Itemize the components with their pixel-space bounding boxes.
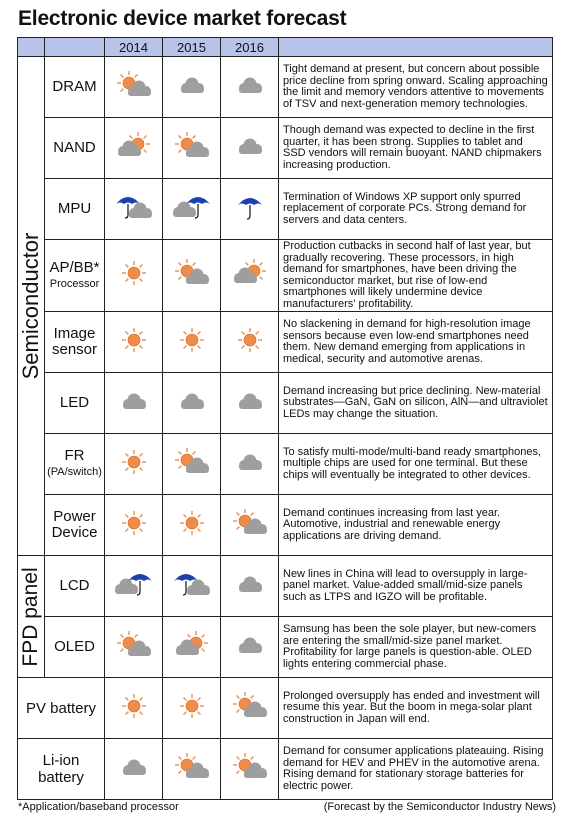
device-name-cell (45, 495, 105, 556)
forecast-row (18, 373, 553, 434)
header-empty (45, 38, 105, 57)
forecast-cell (221, 617, 279, 678)
forecast-cell (105, 57, 163, 118)
forecast-row (18, 118, 553, 179)
device-name-cell (45, 556, 105, 617)
forecast-cell (221, 495, 279, 556)
forecast-description: Tight demand at present, but concern about possible price decline from spring onward. Scaling approaching the limit and memory vendors attentive to movements of TSV and next-generation memory technologies. (279, 57, 553, 118)
forecast-row (18, 617, 553, 678)
device-name: DRAM (52, 78, 97, 95)
sunny-icon (114, 446, 154, 483)
page-title: Electronic device market forecast (18, 7, 347, 30)
header-empty (279, 38, 553, 57)
forecast-description: Samsung has been the sole player, but new-comers are entering the small/mid-size panel market. Profitability for large panels is question-able. OLED lights entering commercial phase. (279, 617, 553, 678)
forecast-cell (163, 179, 221, 240)
forecast-row (18, 434, 553, 495)
forecast-cell (105, 556, 163, 617)
forecast-cell (163, 617, 221, 678)
forecast-cell (163, 495, 221, 556)
header-empty (18, 38, 45, 57)
forecast-cell (221, 312, 279, 373)
device-name: NAND (53, 139, 96, 156)
forecast-cell (221, 179, 279, 240)
forecast-description: New lines in China will lead to oversupply in large-panel market. Value-added small/mid-size panels such as LTPS and IGZO will be profitable. (279, 556, 553, 617)
sunny-icon (114, 507, 154, 544)
device-name: OLED (54, 638, 95, 655)
device-name: LCD (59, 577, 90, 594)
forecast-row (18, 57, 553, 118)
forecast-cell (105, 373, 163, 434)
cloud-with-sun-icon (230, 257, 270, 294)
umbrella-with-cloud-icon (172, 568, 212, 605)
forecast-description: Demand continues increasing from last year. Automotive, industrial and renewable energy applications are driving demand. (279, 495, 553, 556)
forecast-cell (105, 434, 163, 495)
cloudy-icon (230, 385, 270, 422)
sunny-icon (230, 324, 270, 361)
sun-behind-cloud-icon (230, 751, 270, 788)
sunny-icon (114, 324, 154, 361)
forecast-description: Termination of Windows XP support only spurred replacement of corporate PCs. Strong demand for servers and data centers. (279, 179, 553, 240)
device-name-cell (18, 739, 105, 800)
sun-behind-cloud-icon (230, 690, 270, 727)
forecast-row (18, 240, 553, 312)
forecast-cell (163, 373, 221, 434)
device-name: MPU (57, 200, 92, 217)
sunny-icon (172, 324, 212, 361)
sunny-icon (172, 690, 212, 727)
cloudy-icon (172, 385, 212, 422)
cloudy-icon (114, 385, 154, 422)
cloud-with-sun-icon (114, 130, 154, 167)
forecast-cell (105, 678, 163, 739)
category-cell (18, 57, 45, 556)
device-name-cell (45, 434, 105, 495)
forecast-cell (105, 495, 163, 556)
cloudy-icon (230, 130, 270, 167)
cloud-with-sun-icon (172, 629, 212, 666)
forecast-cell (221, 434, 279, 495)
device-name-cell (45, 179, 105, 240)
forecast-cell (221, 739, 279, 800)
device-name-cell (45, 312, 105, 373)
sun-behind-cloud-icon (114, 629, 154, 666)
category-cell (18, 556, 45, 678)
forecast-cell (163, 57, 221, 118)
forecast-cell (163, 312, 221, 373)
cloudy-icon (230, 629, 270, 666)
category-label: Semiconductor (18, 232, 43, 380)
cloudy-icon (230, 446, 270, 483)
sunny-icon (172, 507, 212, 544)
sun-behind-cloud-icon (172, 446, 212, 483)
forecast-cell (163, 678, 221, 739)
cloudy-icon (172, 69, 212, 106)
device-name: Li-ion battery (38, 752, 84, 786)
forecast-description: Demand for consumer applications plateauing. Rising demand for HEV and PHEV in the automotive arena. Rising demand for stationary storage batteries for electric power. (279, 739, 553, 800)
forecast-description: Demand increasing but price declining. New-material substrates—GaN, GaN on silicon, AlN—and ultraviolet LEDs may change the situation. (279, 373, 553, 434)
forecast-row (18, 312, 553, 373)
forecast-cell (221, 678, 279, 739)
device-name-cell (45, 118, 105, 179)
forecast-description: To satisfy multi-mode/multi-band ready smartphones, multiple chips are used for one terminal. But these chips will eventually be integrated to other devices. (279, 434, 553, 495)
rain-umbrella-icon (230, 191, 270, 228)
device-name-cell (45, 373, 105, 434)
forecast-row (18, 739, 553, 800)
device-name-cell (45, 617, 105, 678)
forecast-cell (163, 434, 221, 495)
sunny-icon (114, 690, 154, 727)
forecast-cell (221, 556, 279, 617)
forecast-cell (105, 617, 163, 678)
forecast-cell (163, 556, 221, 617)
category-label: FPD panel (19, 566, 42, 667)
forecast-cell (221, 118, 279, 179)
forecast-description: Production cutbacks in second half of last year, but gradually recovering. These processors, in high demand for smartphones, have been driving the semiconductor market, but rise of low-end smartphones will likely undermine device manufacturers' profitability. (279, 240, 553, 312)
forecast-cell (105, 179, 163, 240)
cloudy-icon (230, 568, 270, 605)
sunny-icon (114, 257, 154, 294)
footnote: *Application/baseband processor (18, 801, 179, 813)
source-note: (Forecast by the Semiconductor Industry News) (323, 801, 556, 813)
cloudy-icon (114, 751, 154, 788)
device-name: AP/BB* (49, 258, 100, 276)
forecast-description: No slackening in demand for high-resolution image sensors because even low-end smartphones need them. New demand emerging from applications in medical, security and automotive arenas. (279, 312, 553, 373)
device-subname: Processor (49, 277, 100, 290)
year-header: 2016 (221, 38, 279, 57)
device-subname: (PA/switch) (47, 466, 102, 478)
device-name: Power Device (51, 508, 98, 541)
sun-behind-cloud-icon (114, 69, 154, 106)
forecast-description: Prolonged oversupply has ended and investment will resume this year. But the boom in mega-solar plant construction in Japan will end. (279, 678, 553, 739)
device-name: PV battery (25, 699, 97, 717)
sun-behind-cloud-icon (172, 130, 212, 167)
forecast-cell (221, 57, 279, 118)
device-name: Image sensor (51, 325, 98, 358)
device-name: FR (64, 447, 85, 464)
forecast-row (18, 678, 553, 739)
device-name-cell (45, 57, 105, 118)
year-header: 2014 (105, 38, 163, 57)
device-name-cell (18, 678, 105, 739)
forecast-cell (105, 312, 163, 373)
forecast-row (18, 556, 553, 617)
forecast-cell (105, 118, 163, 179)
header-row (18, 38, 553, 57)
forecast-cell (163, 118, 221, 179)
cloudy-icon (230, 69, 270, 106)
forecast-cell (221, 240, 279, 312)
forecast-table (17, 37, 553, 800)
forecast-cell (105, 240, 163, 312)
sun-behind-cloud-icon (230, 507, 270, 544)
forecast-cell (221, 373, 279, 434)
forecast-cell (105, 739, 163, 800)
cloud-with-umbrella-icon (114, 568, 154, 605)
year-header: 2015 (163, 38, 221, 57)
forecast-description: Though demand was expected to decline in the first quarter, it has been strong. Supplies to tablet and SSD vendors will remain buoyant. NAND chipmakers increasing production. (279, 118, 553, 179)
forecast-row (18, 179, 553, 240)
forecast-cell (163, 240, 221, 312)
forecast-row (18, 495, 553, 556)
forecast-cell (163, 739, 221, 800)
device-name: LED (59, 394, 90, 411)
device-name-cell (45, 240, 105, 312)
sun-behind-cloud-icon (172, 751, 212, 788)
umbrella-with-cloud-icon (114, 191, 154, 228)
cloud-with-umbrella-icon (172, 191, 212, 228)
sun-behind-cloud-icon (172, 257, 212, 294)
